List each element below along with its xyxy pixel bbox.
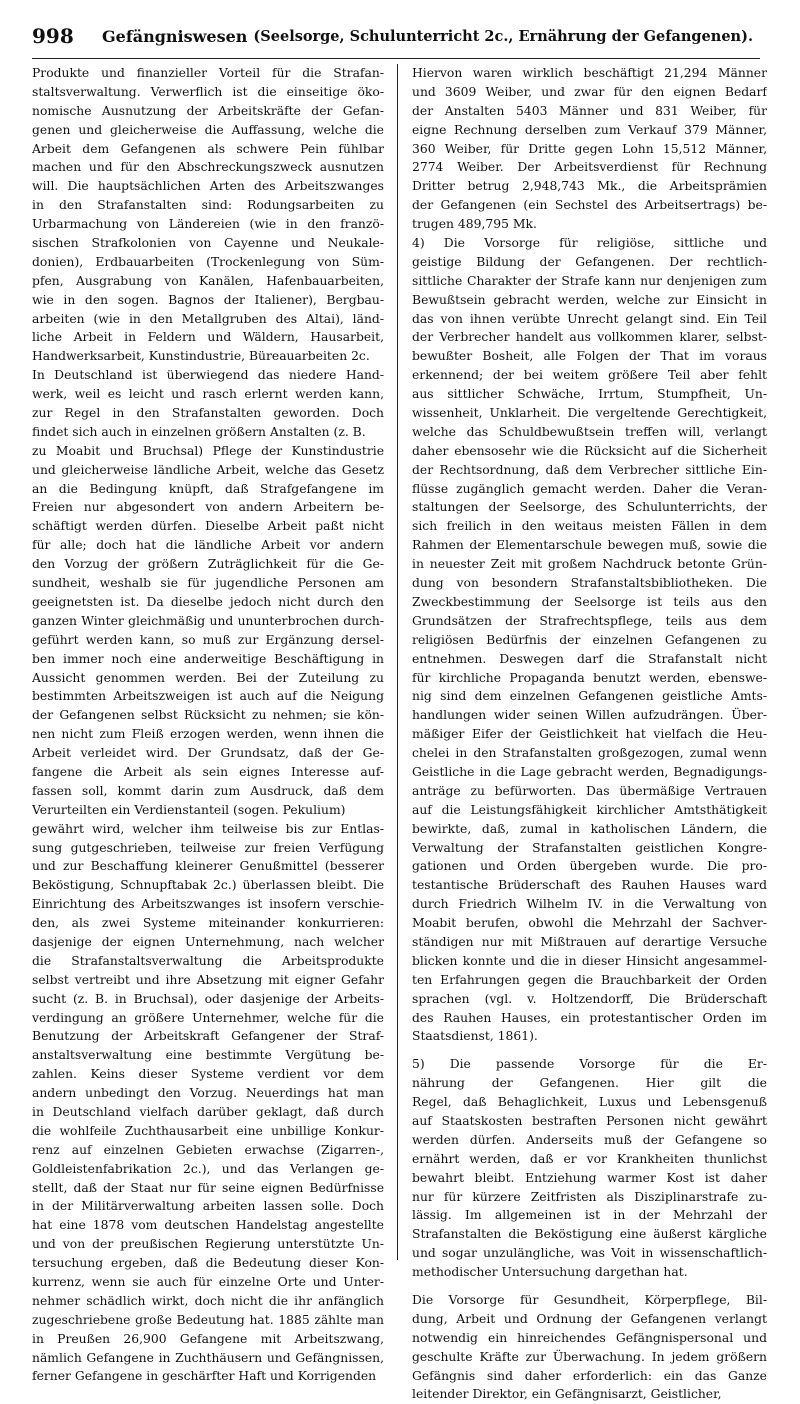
text-line: dasjenige der eignen Unternehmung, nach welcher [32, 934, 384, 949]
text-line: in der Militärverwaltung arbeiten lassen solle. Doch [32, 1199, 384, 1214]
text-line: testantische Brüderschaft des Rauhen Hauses ward [412, 878, 767, 893]
text-line: geistige Bildung der Gefangenen. Der rechtlich- [412, 254, 767, 269]
text-line: zu Moabit und Bruchsal) Pflege der Kunstindustrie [32, 443, 384, 458]
text-line: Verwaltung der Strafanstalten geistlichen Kongre- [412, 840, 767, 855]
text-line: Bewußtsein gebracht werden, welche zur Einsicht in [412, 292, 767, 307]
text-line: Gefängnis sind daher erforderlich: ein das Ganze [412, 1368, 767, 1383]
text-line: 4) Die Vorsorge für religiöse, sittliche und [412, 236, 767, 251]
text-line: Freien nur abgesondert von andern Arbeitern be- [32, 500, 384, 515]
text-line: Beköstigung, Schnupftabak 2c.) überlassen bleibt. Die [32, 878, 384, 893]
text-line: selbst vertreibt und ihre Absetzung mit eigner Gefahr [32, 972, 384, 987]
text-line: anträge zu befürworten. Das übermäßige Vertrauen [412, 783, 767, 798]
text-line: Einrichtung des Arbeitszwanges ist insofern verschie- [32, 897, 384, 912]
text-line: stellt, daß der Staat nur für seine eignen Bedürfnisse [32, 1180, 384, 1195]
text-line: werden dürfen. Anderseits muß der Gefangene so [412, 1132, 767, 1147]
text-line: trugen 489,795 Mk. [412, 217, 537, 232]
text-line: gewährt wird, welcher ihm teilweise bis zur Entlas- [32, 821, 384, 836]
paragraph-prisoner-labor-stats [412, 64, 767, 1046]
text-line: Dritter betrug 2,948,743 Mk., die Arbeitsprämien [412, 179, 767, 194]
text-line: bewußter Bosheit, alle Folgen der That im voraus [412, 349, 767, 364]
text-line: religiösen Bedürfnis der einzelnen Gefangenen zu [412, 632, 767, 647]
text-line: notwendig ein hinreichendes Gefängnispersonal und [412, 1330, 767, 1345]
text-line: sischen Strafkolonien von Cayenne und Neukale- [32, 236, 384, 251]
running-subtitle: (Seelsorge, Schulunterricht 2c., Ernährung der Gefangenen). [253, 27, 753, 45]
text-line: chelei in den Strafanstalten großgezogen, zumal wenn [412, 746, 767, 761]
text-line: zugeschriebene große Bedeutung hat. 1885 zählte man [32, 1312, 384, 1327]
text-line: flüsse zugänglich gemacht werden. Daher die Veran- [412, 481, 767, 496]
text-line: andern unbedingt den Vorzug. Neuerdings hat man [32, 1086, 384, 1101]
text-line: und von der preußischen Regierung unterstützte Un- [32, 1237, 384, 1252]
text-line: Regel, daß Behaglichkeit, Luxus und Lebensgenuß [412, 1095, 767, 1110]
text-line: Hiervon waren wirklich beschäftigt 21,294 Männer [412, 66, 767, 80]
text-line: Benutzung der Arbeitskraft Gefangener der Straf- [32, 1029, 384, 1044]
text-line: Produkte und finanzieller Vorteil für die Strafan- [32, 66, 384, 80]
text-line: dung, Arbeit und Ordnung der Gefangenen verlangt [412, 1311, 767, 1326]
text-line: Verurteilten ein Verdienstanteil (sogen. Pekulium) [32, 802, 346, 817]
text-line: für alle; doch hat die ländliche Arbeit vor andern [32, 538, 384, 553]
text-line: wissenheit, Unklarheit. Die vergeltende Gerechtigkeit, [412, 406, 767, 421]
page-header [32, 14, 760, 59]
text-line: für kirchliche Propaganda benutzt werden, ebenswe- [412, 670, 767, 685]
text-line: sucht (z. B. in Bruchsal), oder dasjenige der Arbeits- [32, 991, 384, 1006]
text-line: 5) Die passende Vorsorge für die Er- [412, 1057, 767, 1072]
text-line: durch Friedrich Wilhelm IV. in die Verwaltung von [412, 897, 767, 912]
text-line: genen und gleicherweise die Auffassung, welche die [32, 122, 384, 137]
text-line: der Anstalten 5403 Männer und 831 Weiber, für [412, 103, 767, 118]
text-line: Staatsdienst, 1861). [412, 1029, 538, 1044]
text-line: den Vorzug der größern Zuträglichkeit für die Ge- [32, 557, 384, 572]
text-line: das von ihnen verübte Unrecht gelangt sind. Ein Teil [412, 311, 767, 326]
text-line: und zur Beschaffung kleinerer Genußmittel (besserer [32, 859, 384, 874]
text-line: geschulte Kräfte zur Überwachung. In jedem größern [412, 1349, 767, 1364]
text-line: hat eine 1878 vom deutschen Handelstag angestellte [32, 1218, 384, 1233]
page-number: 998 [32, 24, 74, 48]
text-line: der Gefangenen (ein Sechstel des Arbeitsertrags) be- [412, 198, 767, 213]
text-line: liche Arbeit in Feldern und Wäldern, Hausarbeit, [32, 330, 384, 345]
text-line: handlungen wider seinen Willen aufzudrängen. Über- [412, 708, 767, 723]
paragraph-personnel [412, 1291, 767, 1404]
text-line: kurrenz, wenn sie auch für einzelne Orte und Unter- [32, 1275, 384, 1289]
paragraph-nutrition [412, 1055, 767, 1282]
text-line: und gleicherweise ländliche Arbeit, welche das Gesetz [32, 462, 384, 477]
text-line: nährung der Gefangenen. Hier gilt die [412, 1076, 767, 1091]
text-line: an die Bedingung knüpft, daß Strafgefangene im [32, 481, 384, 496]
text-line: entnehmen. Deswegen darf die Strafanstalt nicht [412, 651, 767, 666]
text-line: auf Staatskosten bestraften Personen nicht gewährt [412, 1113, 767, 1128]
text-line: geführt werden kann, so muß zur Ergänzung dersel- [32, 632, 384, 647]
text-line: sittliche Charakter der Strafe kann nur denjenigen zum [412, 273, 767, 288]
text-line: Urbarmachung von Ländereien (wie in den franzö- [32, 217, 384, 232]
text-line: ten Erfahrungen gegen die Brauchbarkeit der Orden [412, 972, 767, 987]
text-line: fassen soll, kommt darin zum Ausdruck, daß dem [32, 783, 384, 798]
text-line: bestimmten Arbeitszweigen ist auch auf die Neigung [32, 689, 384, 704]
text-line: sung gutgeschrieben, teilweise zur freien Verfügung [32, 840, 384, 855]
paragraph-gap [412, 1282, 767, 1291]
text-line: 360 Weiber, für Dritte gegen Lohn 15,512 Männer, [412, 141, 767, 156]
text-line: der Gefangenen selbst Rücksicht zu nehmen; sie kön- [32, 708, 384, 723]
column-divider [397, 64, 398, 1260]
text-line: leitender Direktor, ein Gefängnisarzt, Geistlicher, [412, 1387, 722, 1402]
text-line: den, als zwei Systeme miteinander konkurrieren: [32, 916, 384, 931]
text-line: sundheit, weshalb sie für jugendliche Personen am [32, 576, 384, 591]
text-line: gationen und Orden übergeben wurde. Die pro- [412, 859, 767, 874]
text-line: Arbeit dem Gefangenen als schwere Pein fühlbar [32, 141, 384, 156]
text-line: pfen, Ausgrabung von Kanälen, Hafenbauarbeiten, [32, 273, 384, 288]
text-line: sprachen (vgl. v. Holtzendorff, Die Brüderschaft [412, 991, 767, 1006]
text-line: welche das Schuldbewußtsein treffen will, verlangt [412, 424, 767, 439]
text-line: nen nicht zum Fleiß erzogen werden, wenn ihnen die [32, 727, 384, 742]
text-line: in neuester Zeit mit großem Nachdruck betonte Grün- [412, 557, 767, 572]
text-line: daher ebensosehr wie die Rücksicht auf die Sicherheit [412, 443, 767, 458]
text-line: dung von besondern Strafanstaltsbibliotheken. Die [412, 576, 767, 591]
text-line: bewahrt bleibt. Entziehung warmer Kost ist daher [412, 1170, 767, 1185]
text-line: wie in den sogen. Bagnos der Italiener), Bergbau- [32, 292, 384, 307]
text-line: werk, weil es leicht und rasch erlernt werden kann, [32, 387, 384, 402]
text-line: Grundsätzen der Strafrechtspflege, teils aus dem [412, 613, 767, 628]
text-line: donien), Erdbauarbeiten (Trockenlegung von Süm- [32, 254, 384, 269]
text-line: in Deutschland vielfach darüber geklagt, daß durch [32, 1104, 384, 1119]
text-line: geeignetsten ist. Da dieselbe jedoch nicht durch den [32, 594, 384, 609]
text-line: tersuchung ergeben, daß die Bedeutung dieser Kon- [32, 1256, 384, 1271]
text-line: Geistliche in die Lage gebracht werden, Begnadigungs- [412, 764, 767, 779]
text-line: Die Vorsorge für Gesundheit, Körperpflege, Bil- [412, 1293, 767, 1307]
paragraph-gap [412, 1046, 767, 1055]
text-line: verdingung an größere Unternehmer, welche für die [32, 1010, 384, 1025]
running-title: Gefängniswesen [102, 26, 248, 46]
text-line: blicken konnte und die in dieser Hinsicht angesammel- [412, 953, 767, 968]
text-line: staltungen der Seelsorge, des Schulunterrichts, der [412, 500, 767, 515]
text-line: aus sittlicher Schwäche, Irrtum, Stumpfheit, Un- [412, 387, 767, 402]
text-line: nur für kürzere Zeitfristen als Disziplinarstrafe zu- [412, 1189, 767, 1204]
text-line: ganzen Winter gleichmäßig und ununterbrochen durch- [32, 613, 384, 628]
text-line: bewirkte, daß, zumal in katholischen Ländern, die [412, 821, 767, 836]
text-line: Goldleistenfabrikation 2c.), und das Verlangen ge- [32, 1161, 384, 1176]
text-line: die Strafanstaltsverwaltung die Arbeitsprodukte [32, 953, 384, 968]
text-line: Zweckbestimmung der Seelsorge ist teils aus den [412, 594, 767, 609]
text-line: zahlen. Keins dieser Systeme verdient vor dem [32, 1067, 384, 1082]
text-line: anstaltsverwaltung eine bestimmte Vergütung be- [32, 1048, 384, 1063]
text-line: nomische Ausnutzung der Arbeitskräfte der Gefan- [32, 103, 384, 118]
text-line: methodischer Untersuchung dargethan hat. [412, 1265, 688, 1280]
text-line: mäßiger Eifer der Geistlichkeit hat vielfach die Heu- [412, 727, 767, 742]
text-line: und sogar unzulängliche, was Voit in wissenschaftlich- [412, 1246, 767, 1261]
text-line: Strafanstalten die Beköstigung eine äußerst kärgliche [412, 1227, 767, 1242]
left-text-column [32, 64, 384, 1386]
text-line: nig sind dem einzelnen Gefangenen geistliche Amts- [412, 689, 767, 704]
text-line: und 3609 Weiber, und zwar für den eignen Bedarf [412, 84, 767, 99]
text-line: ben immer noch eine anderweitige Beschäftigung in [32, 651, 384, 666]
text-line: machen und für den Abschreckungszweck ausnutzen [32, 160, 384, 175]
text-line: nämlich Gefangene in Zuchthäusern und Gefängnissen, [32, 1350, 384, 1365]
text-line: Handwerksarbeit, Kunstindustrie, Büreauarbeiten 2c. [32, 349, 370, 364]
text-line: sich freilich in den weitaus meisten Fällen in dem [412, 519, 767, 534]
text-line: zur Regel in den Strafanstalten geworden. Doch [32, 406, 384, 421]
text-line: will. Die hauptsächlichen Arten des Arbeitszwanges [32, 179, 384, 194]
text-line: die wohlfeile Zuchthausarbeit eine unbillige Konkur- [32, 1123, 384, 1138]
text-line: lässig. Im allgemeinen ist in der Mehrzahl der [412, 1208, 767, 1223]
text-line: der Verbrecher handelt aus vollkommen klarer, selbst- [412, 330, 767, 345]
text-line: ständigen nur mit Mißtrauen auf derartige Versuche [412, 934, 767, 949]
text-line: schäftigt werden dürfen. Dieselbe Arbeit paßt nicht [32, 519, 384, 534]
text-line: findet sich auch in einzelnen größern Anstalten (z. B. [32, 424, 366, 439]
text-line: in Preußen 26,900 Gefangene mit Arbeitszwang, [32, 1331, 384, 1346]
text-line: fangene die Arbeit als sein eignes Interesse auf- [32, 764, 384, 779]
text-line: Moabit berufen, obwohl die Mehrzahl der Sachver- [412, 916, 767, 931]
text-line: der Rechtsordnung, daß dem Verbrecher sittliche Ein- [412, 462, 767, 477]
text-line: 2774 Weiber. Der Arbeitsverdienst für Rechnung [412, 160, 767, 175]
text-line: in den Strafanstalten sind: Rodungsarbeiten zu [32, 198, 384, 213]
text-line: In Deutschland ist überwiegend das niedere Hand- [32, 368, 384, 383]
text-line: arbeiten (wie in den Metallgruben des Altai), länd- [32, 311, 384, 326]
text-line: Aussicht genommen werden. Bei der Zuteilung zu [32, 670, 384, 685]
text-line: renz auf einzelnen Gebieten erwachse (Zigarren-, [32, 1142, 384, 1157]
text-line: Arbeit verleidet wird. Der Grundsatz, daß der Ge- [32, 746, 384, 761]
text-line: ernährt werden, daß er vor Krankheiten thunlichst [412, 1151, 767, 1166]
text-line: Rahmen der Elementarschule bewegen muß, sowie die [412, 538, 767, 553]
text-line: staltsverwaltung. Verwerflich ist die einseitige öko- [32, 84, 384, 99]
text-line: eigne Rechnung derselben zum Verkauf 379 Männer, [412, 122, 767, 137]
text-line: des Rauhen Hauses, ein protestantischer Orden im [412, 1010, 767, 1025]
text-line: erkennend; der bei weitem größere Teil aber fehlt [412, 368, 767, 383]
text-line: auf die Leistungsfähigkeit kirchlicher Amtsthätigkeit [412, 802, 767, 817]
text-line: nehmer schädlich wirkt, doch nicht die ihr anfänglich [32, 1293, 384, 1308]
right-text-column [412, 64, 767, 1404]
text-line: ferner Gefangene in geschärfter Haft und Korrigenden [32, 1369, 377, 1384]
